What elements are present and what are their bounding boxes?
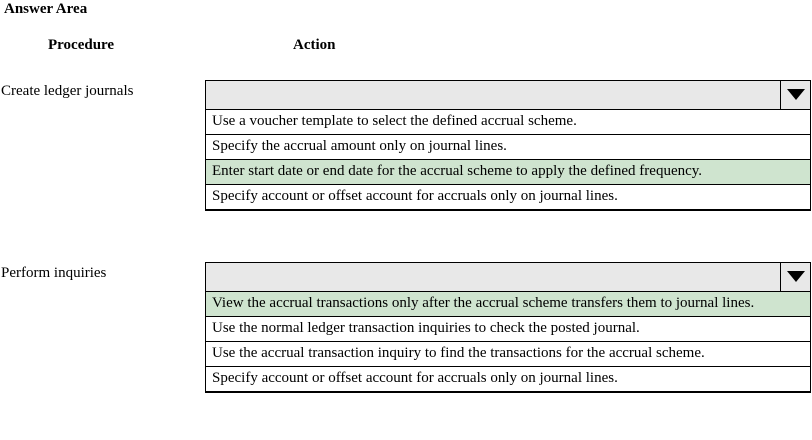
- dropdown-option[interactable]: Specify account or offset account for accruals only on journal lines.: [206, 367, 810, 392]
- dropdown-option-selected[interactable]: Enter start date or end date for the accrual scheme to apply the defined frequency.: [206, 160, 810, 185]
- column-header-action: Action: [293, 37, 336, 53]
- dropdown-option[interactable]: Specify account or offset account for accruals only on journal lines.: [206, 185, 810, 210]
- dropdown-options-2: [205, 292, 811, 393]
- dropdown-perform-inquiries[interactable]: [205, 262, 811, 393]
- dropdown-option[interactable]: Specify the accrual amount only on journal lines.: [206, 135, 810, 160]
- row-label-perform-inquiries: Perform inquiries: [1, 265, 107, 281]
- dropdown-option[interactable]: Use the normal ledger transaction inquiries to check the posted journal.: [206, 317, 810, 342]
- row-label-create-ledger-journals: Create ledger journals: [1, 83, 134, 99]
- dropdown-create-ledger-journals[interactable]: [205, 80, 811, 211]
- dropdown-options-1: [205, 110, 811, 211]
- chevron-down-icon[interactable]: [780, 263, 810, 291]
- dropdown-option[interactable]: Use a voucher template to select the defined accrual scheme.: [206, 110, 810, 135]
- combobox-create-ledger-journals[interactable]: [205, 80, 811, 110]
- chevron-down-icon[interactable]: [780, 81, 810, 109]
- page-title: Answer Area: [4, 1, 88, 17]
- column-header-procedure: Procedure: [48, 37, 115, 53]
- dropdown-option[interactable]: Use the accrual transaction inquiry to find the transactions for the accrual scheme.: [206, 342, 810, 367]
- dropdown-option-selected[interactable]: View the accrual transactions only after the accrual scheme transfers them to journal lines.: [206, 292, 810, 317]
- combobox-perform-inquiries[interactable]: [205, 262, 811, 292]
